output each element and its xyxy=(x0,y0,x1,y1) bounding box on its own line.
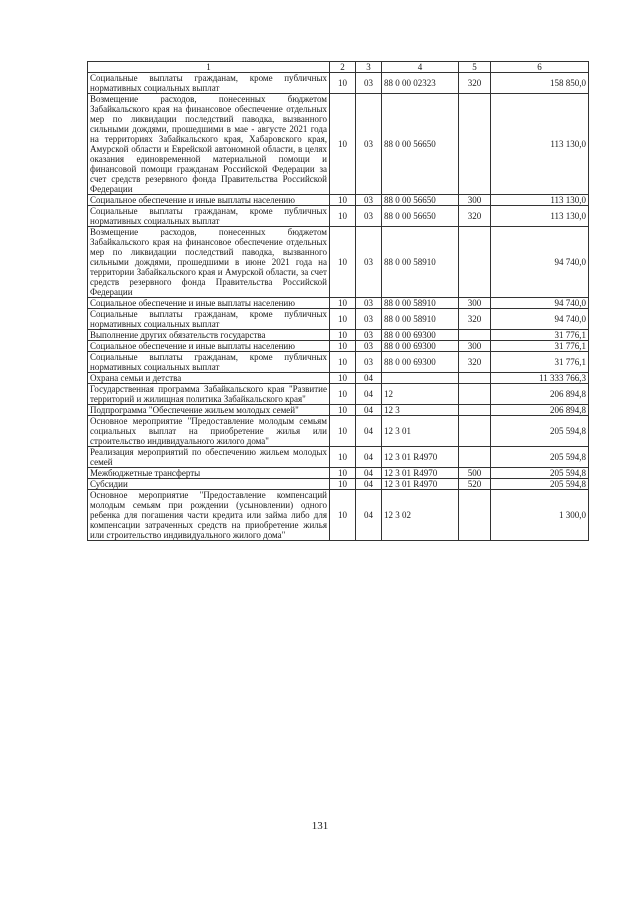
cell-name: Реализация мероприятий по обеспечению жильем молодых семей xyxy=(88,447,330,468)
cell-amount: 94 740,0 xyxy=(491,298,589,309)
cell-amount: 31 776,1 xyxy=(491,341,589,352)
cell-expense-type: 520 xyxy=(459,479,491,490)
cell-section: 10 xyxy=(330,373,356,384)
cell-section: 10 xyxy=(330,298,356,309)
cell-expense-type: 320 xyxy=(459,352,491,373)
cell-section: 10 xyxy=(330,206,356,227)
cell-amount: 113 130,0 xyxy=(491,94,589,195)
column-header-section: 2 xyxy=(330,62,356,73)
cell-amount: 205 594,8 xyxy=(491,416,589,447)
cell-subsection: 04 xyxy=(356,384,382,405)
cell-subsection: 04 xyxy=(356,490,382,541)
cell-target-article: 88 0 00 56650 xyxy=(382,195,459,206)
cell-target-article: 12 3 01 R4970 xyxy=(382,479,459,490)
column-header-subsection: 3 xyxy=(356,62,382,73)
cell-section: 10 xyxy=(330,227,356,298)
table-row xyxy=(88,298,589,309)
cell-subsection: 03 xyxy=(356,73,382,94)
cell-target-article: 88 0 00 58910 xyxy=(382,298,459,309)
cell-name: Государственная программа Забайкальского края "Развитие территорий и жилищная политика Забайкальского края" xyxy=(88,384,330,405)
budget-table xyxy=(87,61,589,541)
cell-expense-type: 300 xyxy=(459,298,491,309)
cell-amount: 94 740,0 xyxy=(491,309,589,330)
table-row xyxy=(88,373,589,384)
cell-amount: 11 333 766,3 xyxy=(491,373,589,384)
cell-subsection: 04 xyxy=(356,468,382,479)
cell-expense-type: 300 xyxy=(459,341,491,352)
cell-name: Возмещение расходов, понесенных бюджетом Забайкальского края на финансовое обеспечение отдельных мер по ликвидации последствий паводка, вызванного сильными дождями, прошедшими в июне 2021 года на территории Забайкальского края и Амурской области, за счет средств резервного фонда Правительства Российской Федерации xyxy=(88,227,330,298)
cell-section: 10 xyxy=(330,309,356,330)
page-number: 131 xyxy=(311,820,329,832)
cell-expense-type xyxy=(459,447,491,468)
cell-amount: 94 740,0 xyxy=(491,227,589,298)
cell-amount: 31 776,1 xyxy=(491,352,589,373)
column-header-target-article: 4 xyxy=(382,62,459,73)
table-row xyxy=(88,352,589,373)
cell-section: 10 xyxy=(330,330,356,341)
cell-subsection: 03 xyxy=(356,227,382,298)
column-header-name: 1 xyxy=(88,62,330,73)
cell-target-article: 12 3 01 R4970 xyxy=(382,447,459,468)
cell-amount: 205 594,8 xyxy=(491,468,589,479)
table-row xyxy=(88,384,589,405)
cell-subsection: 04 xyxy=(356,405,382,416)
column-header-expense-type: 5 xyxy=(459,62,491,73)
cell-name: Охрана семьи и детства xyxy=(88,373,330,384)
cell-target-article: 12 3 01 R4970 xyxy=(382,468,459,479)
cell-name: Подпрограмма "Обеспечение жильем молодых семей" xyxy=(88,405,330,416)
cell-section: 10 xyxy=(330,447,356,468)
cell-name: Социальные выплаты гражданам, кроме публичных нормативных социальных выплат xyxy=(88,352,330,373)
cell-expense-type: 320 xyxy=(459,206,491,227)
cell-section: 10 xyxy=(330,468,356,479)
cell-expense-type xyxy=(459,330,491,341)
cell-amount: 206 894,8 xyxy=(491,405,589,416)
cell-name: Возмещение расходов, понесенных бюджетом Забайкальского края на финансовое обеспечение отдельных мер по ликвидации последствий паводка, вызванного сильными дождями, прошедшими в мае - августе 2021 года на территориях Забайкальского края, Хабаровского края, Амурской области и Еврейской автономной области, в целях оказания единовременной материальной помощи и финансовой помощи гражданам Российской Федерации за счет средств резервного фонда Правительства Российской Федерации xyxy=(88,94,330,195)
table-row xyxy=(88,490,589,541)
table-row xyxy=(88,309,589,330)
cell-amount: 113 130,0 xyxy=(491,206,589,227)
table-row xyxy=(88,468,589,479)
cell-name: Социальное обеспечение и иные выплаты населению xyxy=(88,341,330,352)
cell-expense-type xyxy=(459,227,491,298)
cell-name: Выполнение других обязательств государства xyxy=(88,330,330,341)
cell-expense-type xyxy=(459,384,491,405)
cell-target-article: 88 0 00 56650 xyxy=(382,94,459,195)
cell-name: Социальное обеспечение и иные выплаты населению xyxy=(88,195,330,206)
cell-target-article: 12 3 02 xyxy=(382,490,459,541)
cell-name: Социальные выплаты гражданам, кроме публичных нормативных социальных выплат xyxy=(88,73,330,94)
cell-target-article: 88 0 00 69300 xyxy=(382,341,459,352)
table-row xyxy=(88,227,589,298)
cell-subsection: 03 xyxy=(356,195,382,206)
cell-section: 10 xyxy=(330,94,356,195)
cell-subsection: 03 xyxy=(356,309,382,330)
table-row xyxy=(88,479,589,490)
cell-expense-type xyxy=(459,405,491,416)
cell-section: 10 xyxy=(330,405,356,416)
cell-name: Социальные выплаты гражданам, кроме публичных нормативных социальных выплат xyxy=(88,309,330,330)
cell-expense-type: 500 xyxy=(459,468,491,479)
cell-target-article: 88 0 00 56650 xyxy=(382,206,459,227)
header-row xyxy=(88,62,589,73)
cell-name: Основное мероприятие "Предоставление молодым семьям социальных выплат на приобретение жилья или строительство индивидуального жилого дома" xyxy=(88,416,330,447)
cell-expense-type xyxy=(459,490,491,541)
cell-amount: 205 594,8 xyxy=(491,447,589,468)
cell-subsection: 03 xyxy=(356,206,382,227)
cell-section: 10 xyxy=(330,195,356,206)
cell-amount: 206 894,8 xyxy=(491,384,589,405)
table-row xyxy=(88,195,589,206)
cell-expense-type: 320 xyxy=(459,73,491,94)
cell-amount: 1 300,0 xyxy=(491,490,589,541)
cell-section: 10 xyxy=(330,384,356,405)
table-row xyxy=(88,341,589,352)
cell-expense-type xyxy=(459,94,491,195)
cell-subsection: 03 xyxy=(356,352,382,373)
cell-amount: 205 594,8 xyxy=(491,479,589,490)
cell-name: Субсидии xyxy=(88,479,330,490)
table-row xyxy=(88,447,589,468)
cell-expense-type xyxy=(459,416,491,447)
cell-section: 10 xyxy=(330,73,356,94)
cell-target-article: 88 0 00 69300 xyxy=(382,330,459,341)
cell-target-article: 12 3 01 xyxy=(382,416,459,447)
cell-target-article: 88 0 00 58910 xyxy=(382,309,459,330)
table-row xyxy=(88,330,589,341)
column-header-amount: 6 xyxy=(491,62,589,73)
cell-subsection: 03 xyxy=(356,330,382,341)
cell-subsection: 03 xyxy=(356,94,382,195)
cell-target-article: 88 0 00 02323 xyxy=(382,73,459,94)
cell-target-article xyxy=(382,373,459,384)
cell-expense-type xyxy=(459,373,491,384)
cell-target-article: 12 3 xyxy=(382,405,459,416)
cell-section: 10 xyxy=(330,352,356,373)
cell-expense-type: 300 xyxy=(459,195,491,206)
table-row xyxy=(88,405,589,416)
cell-expense-type: 320 xyxy=(459,309,491,330)
table-row xyxy=(88,416,589,447)
cell-target-article: 88 0 00 58910 xyxy=(382,227,459,298)
cell-target-article: 88 0 00 69300 xyxy=(382,352,459,373)
table-row xyxy=(88,94,589,195)
cell-amount: 31 776,1 xyxy=(491,330,589,341)
cell-name: Социальное обеспечение и иные выплаты населению xyxy=(88,298,330,309)
cell-subsection: 03 xyxy=(356,298,382,309)
cell-subsection: 03 xyxy=(356,341,382,352)
cell-subsection: 04 xyxy=(356,479,382,490)
cell-section: 10 xyxy=(330,479,356,490)
cell-target-article: 12 xyxy=(382,384,459,405)
cell-section: 10 xyxy=(330,490,356,541)
cell-name: Социальные выплаты гражданам, кроме публичных нормативных социальных выплат xyxy=(88,206,330,227)
cell-amount: 113 130,0 xyxy=(491,195,589,206)
cell-name: Основное мероприятие "Предоставление компенсаций молодым семьям при рождении (усыновлении) одного ребенка для погашения части кредита или займа либо для компенсации затраченных средств на приобретение жилья или строительство индивидуального жилого дома" xyxy=(88,490,330,541)
table-row xyxy=(88,206,589,227)
cell-subsection: 04 xyxy=(356,416,382,447)
cell-amount: 158 850,0 xyxy=(491,73,589,94)
cell-subsection: 04 xyxy=(356,373,382,384)
cell-name: Межбюджетные трансферты xyxy=(88,468,330,479)
cell-section: 10 xyxy=(330,341,356,352)
cell-section: 10 xyxy=(330,416,356,447)
table-row xyxy=(88,73,589,94)
cell-subsection: 04 xyxy=(356,447,382,468)
